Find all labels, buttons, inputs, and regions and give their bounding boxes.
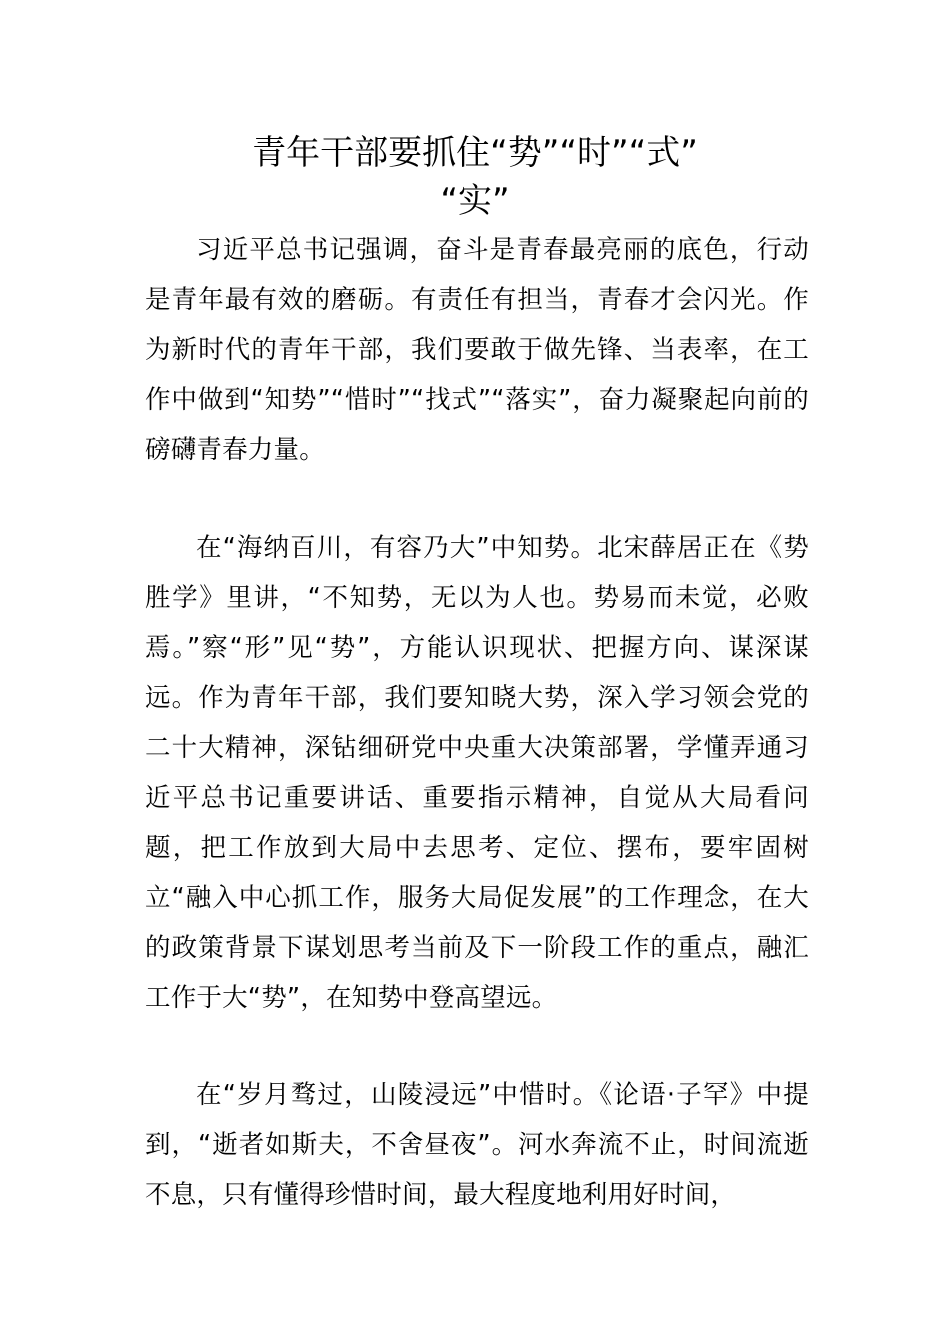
document-title-line-2: “实” (440, 181, 510, 221)
document-title-line-1: 青年干部要抓住“势”“时”“式” (252, 133, 698, 173)
paragraph-know-trend: 在“海纳百川，有容乃大”中知势。北宋薛居正在《势胜学》里讲，“不知势，无以为人也。势易而未觉，必败焉。”察“形”见“势”，方能认识现状、把握方向、谋深谋远。作为青年干部，我们要知晓大势，深入学习领会党的二十大精神，深钻细研党中央重大决策部署，学懂弄通习近平总书记重要讲话、重要指示精神，自觉从大局看问题，把工作放到大局中去思考、定位、摆布，要牢固树立“融入中心抓工作，服务大局促发展”的工作理念，在大的政策背景下谋划思考当前及下一阶段工作的重点，融汇工作于大“势”，在知势中登高望远。 (145, 533, 809, 1013)
paragraph-intro: 习近平总书记强调，奋斗是青春最亮丽的底色，行动是青年最有效的磨砺。有责任有担当，青春才会闪光。作为新时代的青年干部，我们要敢于做先锋、当表率，在工作中做到“知势”“惜时”“找式”“落实”，奋力凝聚起向前的磅礴青春力量。 (145, 235, 809, 465)
paragraph-cherish-time: 在“岁月骛过，山陵浸远”中惜时。《论语·子罕》中提到，“逝者如斯夫，不舍昼夜”。河水奔流不止，时间流逝不息，只有懂得珍惜时间，最大程度地利用好时间， (145, 1080, 809, 1210)
